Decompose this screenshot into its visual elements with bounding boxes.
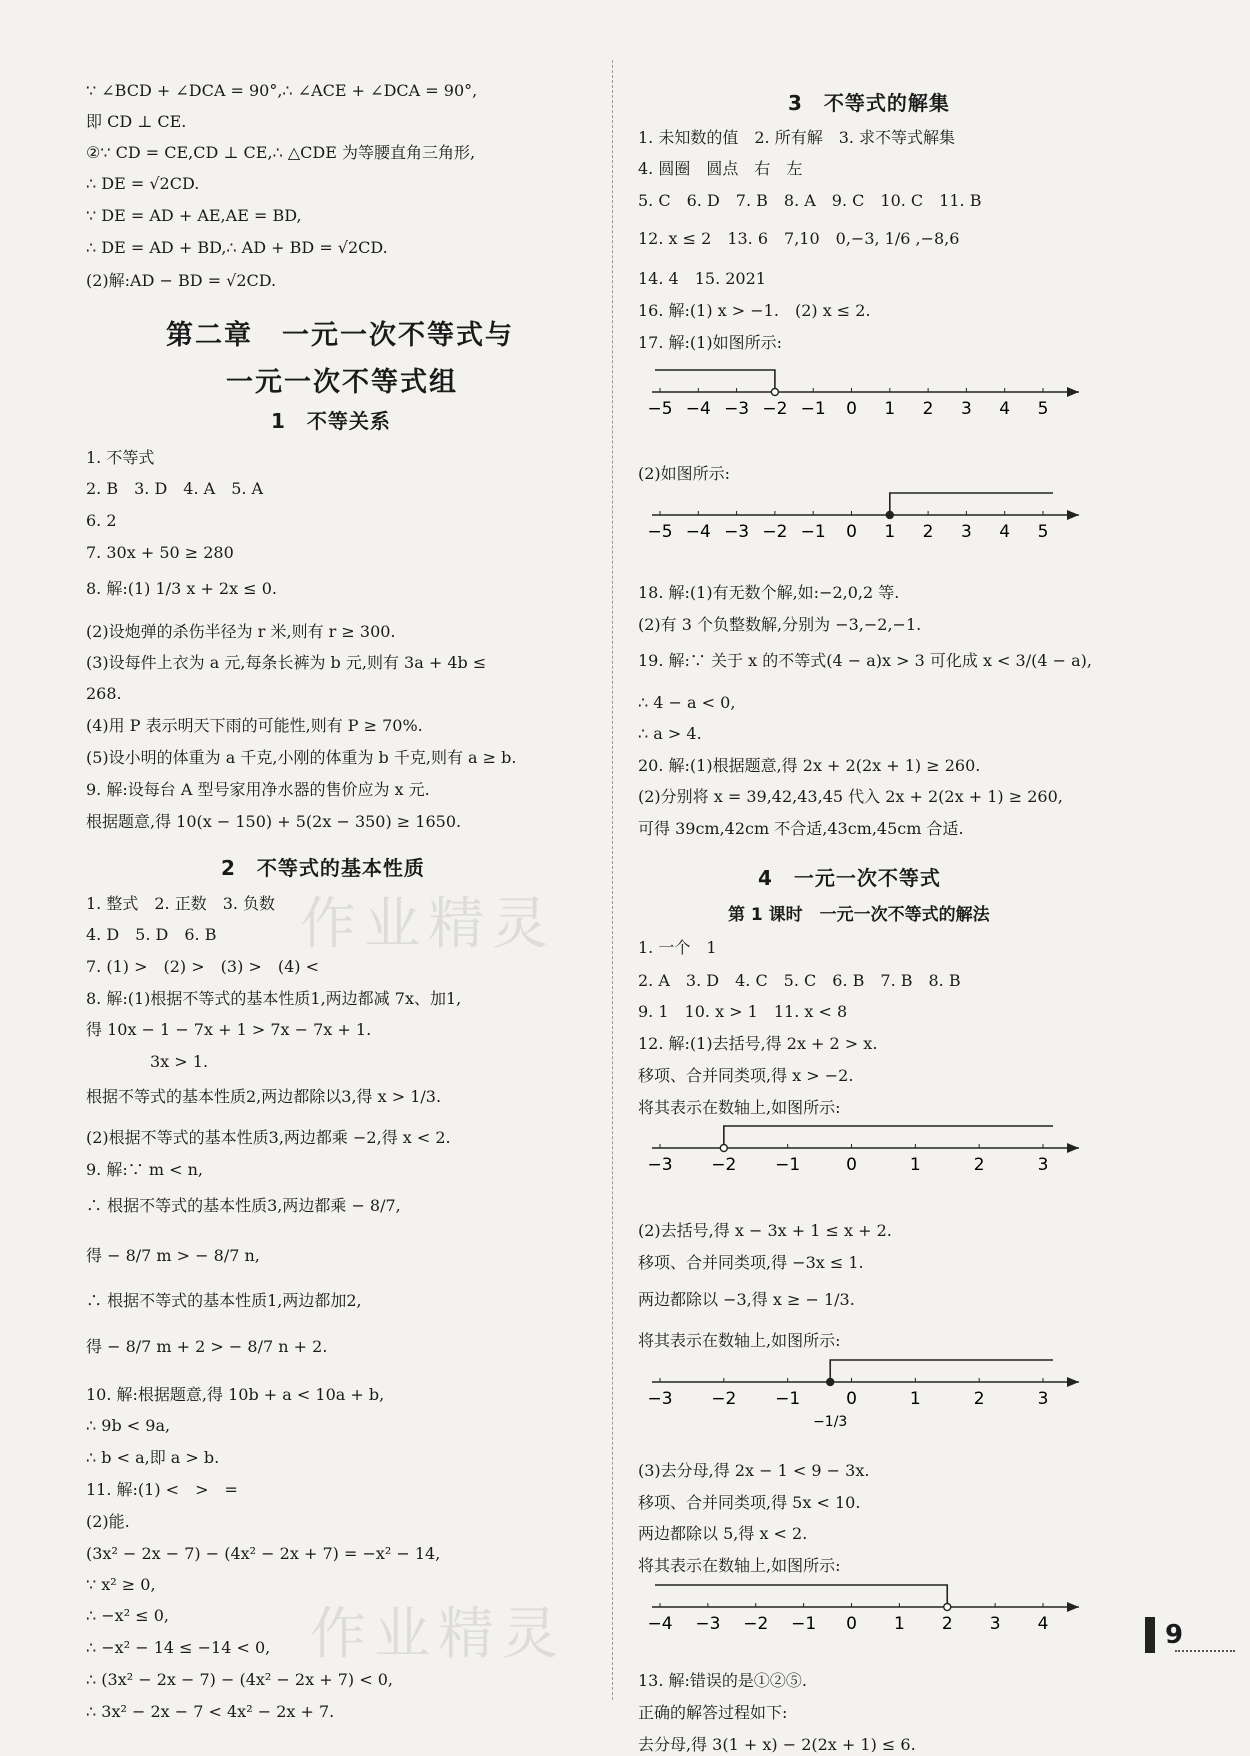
axis-arrow: [1067, 1602, 1079, 1612]
tick-label: −1: [791, 1614, 817, 1634]
answer-line: (3)去分母,得 2x − 1 < 9 − 3x.: [638, 1461, 870, 1480]
answer-line: ∴ −x² − 14 ≤ −14 < 0,: [86, 1638, 271, 1657]
tick-label: −4: [685, 399, 711, 419]
number-line: [638, 485, 1083, 549]
solution-ray: [655, 1585, 947, 1604]
answer-line: ∴ (3x² − 2x − 7) − (4x² − 2x + 7) < 0,: [86, 1670, 393, 1689]
answer-line: (4)用 P 表示明天下雨的可能性,则有 P ≥ 70%.: [86, 716, 423, 735]
answer-line: 5. C 6. D 7. B 8. A 9. C 10. C 11. B: [638, 191, 982, 210]
answer-line: 3x > 1.: [86, 1052, 209, 1071]
watermark: 作业精灵: [300, 892, 556, 957]
answer-line: ∴ b < a,即 a > b.: [86, 1448, 220, 1467]
answer-line: ∴ 根据不等式的基本性质3,两边都乘 − 8/7,: [86, 1196, 401, 1215]
answer-line: ∵ DE = AD + AE,AE = BD,: [86, 206, 302, 225]
tick-label: 3: [1037, 1389, 1049, 1409]
answer-line: (2)有 3 个负整数解,分别为 −3,−2,−1.: [638, 615, 922, 634]
answer-line: (2)去括号,得 x − 3x + 1 ≤ x + 2.: [638, 1221, 892, 1240]
answer-line: ∵ ∠BCD + ∠DCA = 90°,∴ ∠ACE + ∠DCA = 90°,: [86, 81, 478, 100]
answer-line: 两边都除以 5,得 x < 2.: [638, 1524, 808, 1543]
answer-line: 移项、合并同类项,得 −3x ≤ 1.: [638, 1253, 864, 1272]
answer-line: 4. 圆圈 圆点 右 左: [638, 159, 803, 178]
answer-line: 7. (1) > (2) > (3) > (4) <: [86, 957, 319, 976]
tick-label: −2: [743, 1614, 769, 1634]
tick-label: 2: [941, 1614, 953, 1634]
open-point: [771, 389, 778, 396]
answer-line: (2)设炮弹的杀伤半径为 r 米,则有 r ≥ 300.: [86, 622, 396, 641]
solution-ray: [890, 493, 1053, 512]
answer-line: ∵ x² ≥ 0,: [86, 1575, 156, 1594]
answer-line: 1. 不等式: [86, 448, 155, 467]
tick-label: −3: [724, 522, 750, 542]
tick-label: 3: [1037, 1155, 1049, 1175]
answer-line: 2. A 3. D 4. C 5. C 6. B 7. B 8. B: [638, 971, 961, 990]
number-line: [638, 1577, 1083, 1641]
answer-line: ∴ DE = AD + BD,∴ AD + BD = √2CD.: [86, 238, 388, 257]
tick-label: 5: [1037, 399, 1049, 419]
answer-line: ∴ 根据不等式的基本性质1,两边都加2,: [86, 1291, 362, 1310]
solution-ray: [655, 370, 775, 389]
tick-label: −3: [695, 1614, 721, 1634]
axis-arrow: [1067, 1377, 1079, 1387]
point-label: −1/3: [813, 1414, 848, 1430]
tick-label: 0: [846, 1614, 857, 1634]
answer-line: ∴ DE = √2CD.: [86, 174, 200, 193]
answer-line: (5)设小明的体重为 a 千克,小刚的体重为 b 千克,则有 a ≥ b.: [86, 748, 517, 767]
tick-label: −5: [647, 522, 673, 542]
answer-line: 两边都除以 −3,得 x ≥ − 1/3.: [638, 1290, 855, 1309]
answer-line: 7. 30x + 50 ≥ 280: [86, 543, 234, 562]
answer-line: 11. 解:(1) < > =: [86, 1480, 238, 1499]
tick-label: −2: [711, 1389, 737, 1409]
tick-label: 5: [1037, 522, 1049, 542]
number-line: [638, 1118, 1083, 1182]
answer-line: 根据不等式的基本性质2,两边都除以3,得 x > 1/3.: [86, 1087, 442, 1106]
tick-label: 0: [846, 1389, 857, 1409]
tick-label: −1: [775, 1389, 801, 1409]
answer-line: ∴ 9b < 9a,: [86, 1416, 171, 1435]
tick-label: 2: [922, 399, 934, 419]
answer-line: 将其表示在数轴上,如图所示:: [638, 1331, 841, 1350]
page-number-text: 9: [1165, 1620, 1184, 1650]
tick-label: −1: [800, 522, 826, 542]
tick-label: 2: [973, 1389, 985, 1409]
number-line-svg: [638, 485, 1083, 545]
tick-label: 1: [884, 399, 896, 419]
answer-line: ∴ a > 4.: [638, 724, 702, 743]
answer-line: 17. 解:(1)如图所示:: [638, 333, 782, 352]
number-line: [638, 362, 1083, 426]
answer-line: 13. 解:错误的是①②⑤.: [638, 1671, 808, 1690]
tick-label: −1: [775, 1155, 801, 1175]
tick-label: −5: [647, 399, 673, 419]
tick-label: −2: [762, 522, 788, 542]
page-number-bar: [1145, 1617, 1155, 1653]
tick-label: 4: [999, 522, 1011, 542]
answer-line: 得 − 8/7 m + 2 > − 8/7 n + 2.: [86, 1337, 328, 1356]
answer-line: (2)根据不等式的基本性质3,两边都乘 −2,得 x < 2.: [86, 1128, 451, 1147]
closed-point: [886, 512, 893, 519]
section-heading: 3 不等式的解集: [788, 91, 950, 115]
answer-line: 1. 一个 1: [638, 938, 717, 957]
axis-arrow: [1067, 387, 1079, 397]
axis-arrow: [1067, 1143, 1079, 1153]
tick-label: 0: [846, 1155, 857, 1175]
page-dots: [1175, 1650, 1235, 1652]
watermark: 作业精灵: [310, 1602, 566, 1667]
number-line-svg: [638, 1118, 1083, 1178]
answer-line: (3x² − 2x − 7) − (4x² − 2x + 7) = −x² − 14,: [86, 1544, 441, 1563]
answer-line: 1. 未知数的值 2. 所有解 3. 求不等式解集: [638, 128, 956, 147]
section-heading: 1 不等关系: [271, 409, 391, 433]
tick-label: 4: [1037, 1614, 1049, 1634]
tick-label: 3: [960, 399, 972, 419]
answer-line: (3)设每件上衣为 a 元,每条长裤为 b 元,则有 3a + 4b ≤: [86, 653, 487, 672]
answer-line: 移项、合并同类项,得 x > −2.: [638, 1066, 854, 1085]
open-point: [944, 1604, 951, 1611]
answer-line: 12. x ≤ 2 13. 6 7,10 0,−3, 1/6 ,−8,6: [638, 229, 960, 248]
answer-line: 16. 解:(1) x > −1. (2) x ≤ 2.: [638, 301, 871, 320]
axis-arrow: [1067, 510, 1079, 520]
answer-line: 1. 整式 2. 正数 3. 负数: [86, 894, 276, 913]
tick-label: 1: [893, 1614, 905, 1634]
answer-line: 2. B 3. D 4. A 5. A: [86, 479, 264, 498]
tick-label: 0: [846, 522, 857, 542]
answer-line: ∴ 4 − a < 0,: [638, 693, 736, 712]
answer-line: 14. 4 15. 2021: [638, 269, 766, 288]
tick-label: 1: [909, 1155, 921, 1175]
answer-line: 得 10x − 1 − 7x + 1 > 7x − 7x + 1.: [86, 1020, 372, 1039]
answer-line: 9. 解:∵ m < n,: [86, 1160, 203, 1179]
tick-label: 3: [989, 1614, 1001, 1634]
answer-line: ∴ −x² ≤ 0,: [86, 1606, 169, 1625]
tick-label: −2: [762, 399, 788, 419]
answer-line: 4. D 5. D 6. B: [86, 925, 217, 944]
answer-line: (2)分别将 x = 39,42,43,45 代入 2x + 2(2x + 1) ≥ 260,: [638, 787, 1063, 806]
page-number: [1145, 1615, 1183, 1655]
answer-line: ②∵ CD = CE,CD ⊥ CE,∴ △CDE 为等腰直角三角形,: [86, 143, 476, 162]
answer-line: 20. 解:(1)根据题意,得 2x + 2(2x + 1) ≥ 260.: [638, 756, 981, 775]
number-line-svg: [638, 1352, 1083, 1430]
answer-line: 10. 解:根据题意,得 10b + a < 10a + b,: [86, 1385, 385, 1404]
section-heading: 一元一次不等式组: [226, 367, 458, 398]
tick-label: 4: [999, 399, 1011, 419]
number-line-svg: [638, 362, 1083, 422]
answer-line: 9. 1 10. x > 1 11. x < 8: [638, 1002, 848, 1021]
closed-point: [827, 1379, 834, 1386]
answer-line: 去分母,得 3(1 + x) − 2(2x + 1) ≤ 6.: [638, 1735, 916, 1754]
answer-line: 8. 解:(1)根据不等式的基本性质1,两边都减 7x、加1,: [86, 989, 462, 1008]
tick-label: 1: [909, 1389, 921, 1409]
answer-line: 得 − 8/7 m > − 8/7 n,: [86, 1246, 260, 1265]
number-line: [638, 1352, 1083, 1430]
section-heading: 4 一元一次不等式: [758, 866, 941, 890]
tick-label: −3: [647, 1155, 673, 1175]
answer-line: 根据题意,得 10(x − 150) + 5(2x − 350) ≥ 1650.: [86, 812, 462, 831]
answer-line: 将其表示在数轴上,如图所示:: [638, 1556, 841, 1575]
tick-label: −4: [685, 522, 711, 542]
tick-label: −3: [724, 399, 750, 419]
answer-line: 将其表示在数轴上,如图所示:: [638, 1098, 841, 1117]
answer-line: 正确的解答过程如下:: [638, 1703, 788, 1722]
solution-ray: [724, 1126, 1053, 1145]
solution-ray: [830, 1360, 1053, 1379]
section-heading: 2 不等式的基本性质: [221, 856, 425, 880]
tick-label: −4: [647, 1614, 673, 1634]
tick-label: 2: [973, 1155, 985, 1175]
tick-label: 3: [960, 522, 972, 542]
column-divider: [612, 60, 613, 1700]
answer-line: 9. 解:设每台 A 型号家用净水器的售价应为 x 元.: [86, 780, 430, 799]
tick-label: −2: [711, 1155, 737, 1175]
answer-line: 移项、合并同类项,得 5x < 10.: [638, 1493, 861, 1512]
answer-line: 268.: [86, 684, 122, 703]
answer-line: (2)如图所示:: [638, 464, 731, 483]
answer-line: 即 CD ⊥ CE.: [86, 112, 187, 131]
answer-line: 19. 解:∵ 关于 x 的不等式(4 − a)x > 3 可化成 x < 3/(4 − a),: [638, 651, 1092, 670]
section-heading: 第 1 课时 一元一次不等式的解法: [728, 905, 990, 925]
answer-line: ∴ 3x² − 2x − 7 < 4x² − 2x + 7.: [86, 1702, 335, 1721]
tick-label: −1: [800, 399, 826, 419]
answer-line: 12. 解:(1)去括号,得 2x + 2 > x.: [638, 1034, 878, 1053]
open-point: [720, 1145, 727, 1152]
tick-label: 0: [846, 399, 857, 419]
answer-line: (2)解:AD − BD = √2CD.: [86, 271, 277, 290]
section-heading: 第二章 一元一次不等式与: [166, 320, 514, 351]
answer-line: 可得 39cm,42cm 不合适,43cm,45cm 合适.: [638, 819, 964, 838]
answer-line: 6. 2: [86, 511, 117, 530]
answer-line: 8. 解:(1) 1/3 x + 2x ≤ 0.: [86, 579, 277, 598]
tick-label: −3: [647, 1389, 673, 1409]
tick-label: 1: [884, 522, 896, 542]
answer-line: (2)能.: [86, 1512, 130, 1531]
answer-line: 18. 解:(1)有无数个解,如:−2,0,2 等.: [638, 583, 900, 602]
tick-label: 2: [922, 522, 934, 542]
number-line-svg: [638, 1577, 1083, 1637]
